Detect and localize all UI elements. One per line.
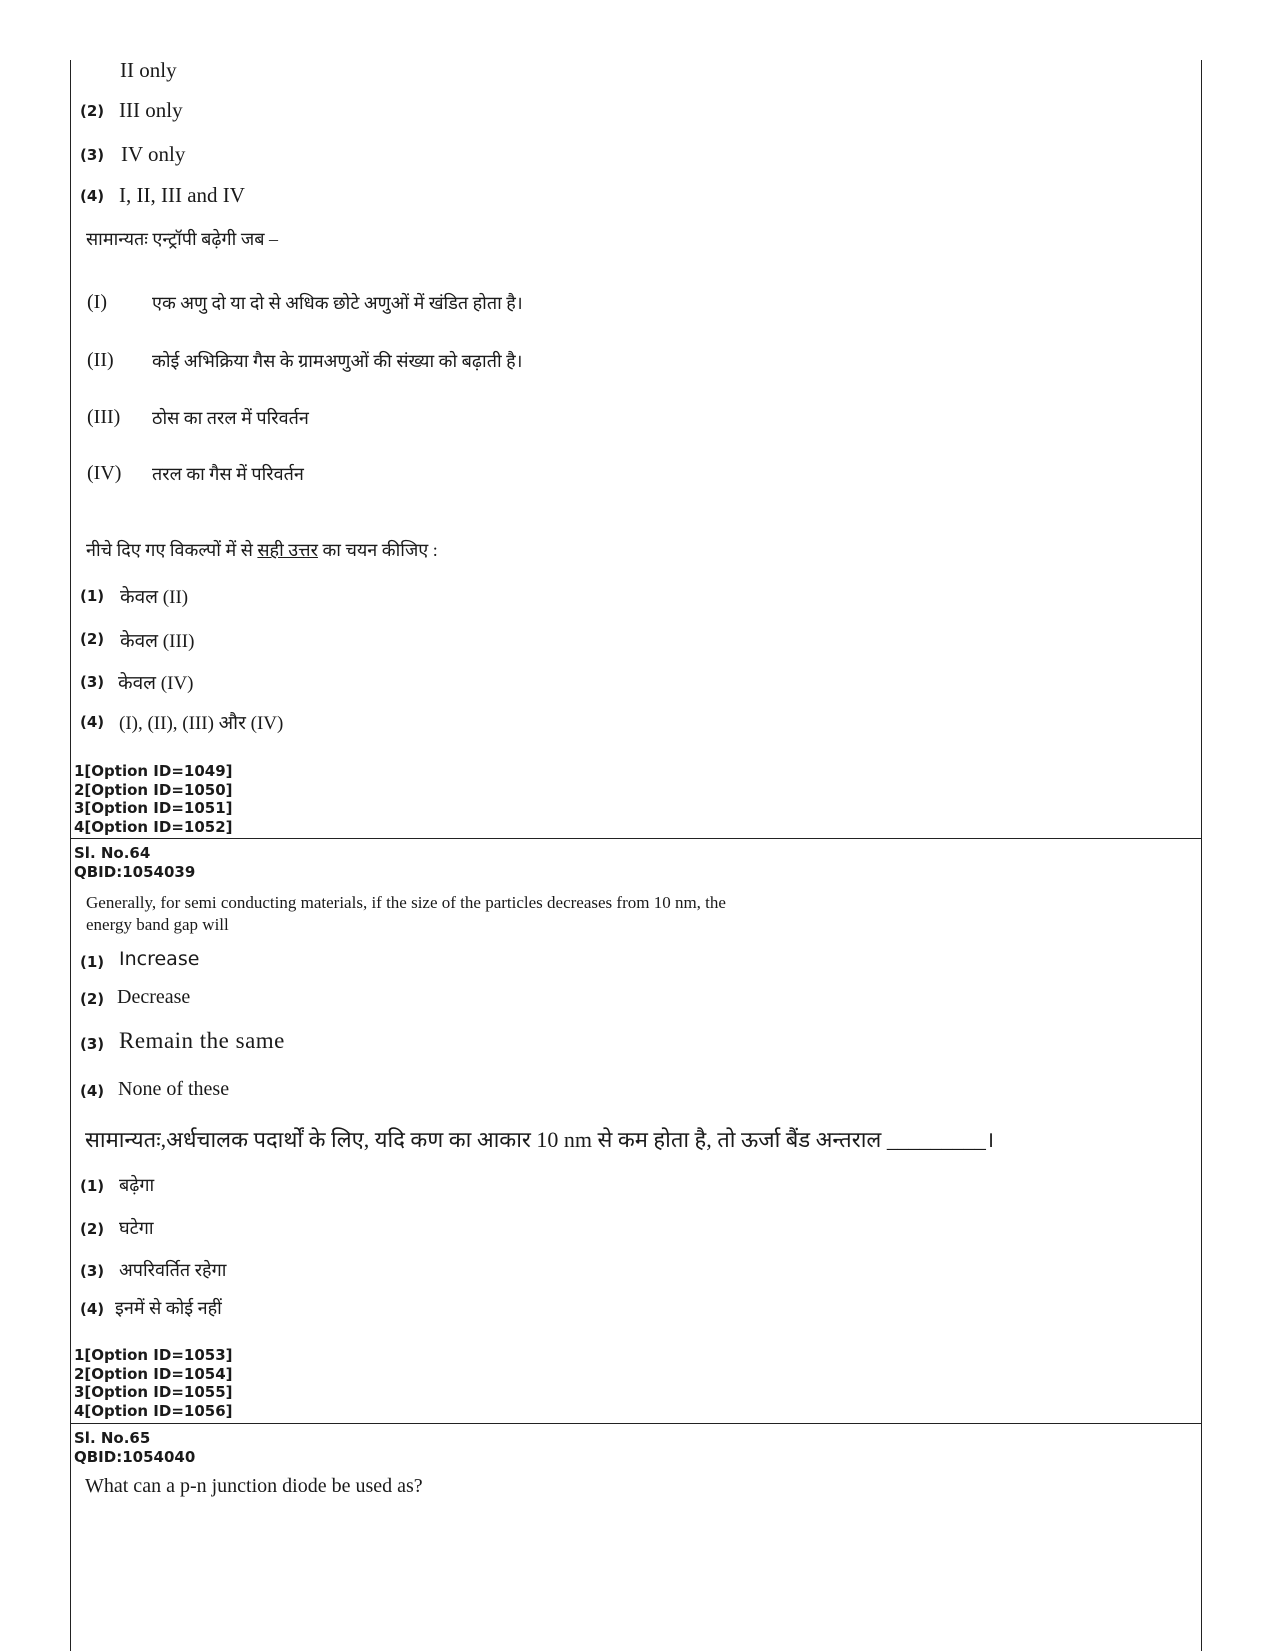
question-divider [70, 838, 1202, 839]
q63-option-3-text: IV only [121, 142, 186, 166]
option-id-line: 2[Option ID=1050] [74, 780, 233, 799]
q63-option-2-text: III only [119, 98, 183, 122]
q63-option-2-number: (2) [80, 102, 105, 120]
q64-header [74, 844, 195, 881]
q64-option-3-number: (3) [80, 1035, 105, 1053]
q64-hindi-option-1-number: (1) [80, 1177, 105, 1195]
q64-option-2-number: (2) [80, 990, 105, 1008]
q65-header [74, 1429, 195, 1466]
hindi-option-2-number: (2) [80, 630, 105, 648]
q64-hindi-option-2-number: (2) [80, 1220, 105, 1238]
q64-sl-no: Sl. No.64 [74, 844, 151, 862]
statement-roman-1: (I) [87, 291, 107, 313]
q63-option-4-number: (4) [80, 187, 105, 205]
q64-hindi-option-4-text: इनमें से कोई नहीं [115, 1298, 222, 1318]
q63-option-3-number: (3) [80, 146, 105, 164]
q64-question-english [86, 892, 726, 936]
q63-option-1-text: II only [120, 58, 177, 82]
option-id-line: 4[Option ID=1056] [74, 1401, 233, 1420]
q64-hindi-option-3-text: अपरिवर्तित रहेगा [119, 1260, 227, 1280]
option-id-line: 4[Option ID=1052] [74, 817, 233, 836]
hindi-option-3-text: केवल (IV) [118, 673, 194, 694]
q64-hindi-option-1-text: बढ़ेगा [119, 1175, 155, 1195]
statement-text-3: ठोस का तरल में परिवर्तन [152, 408, 309, 428]
instruction-post: का चयन कीजिए : [317, 540, 438, 560]
option-id-line: 1[Option ID=1049] [74, 762, 233, 780]
q64-question-line-1: Generally, for semi conducting materials, if the size of the particles decreases from 10 nm, the [86, 893, 726, 912]
q64-option-2-text: Decrease [117, 986, 191, 1008]
q64-option-4-text: None of these [118, 1078, 230, 1100]
q65-sl-no: Sl. No.65 [74, 1429, 151, 1447]
hindi-option-1-text: केवल (II) [120, 587, 189, 608]
q64-hindi-option-4-number: (4) [80, 1300, 105, 1318]
statement-text-1: एक अणु दो या दो से अधिक छोटे अणुओं में खंडित होता है। [152, 293, 523, 313]
q63-hindi-select-instruction [86, 538, 438, 562]
q65-question-english: What can a p-n junction diode be used as? [85, 1475, 423, 1497]
hindi-option-3-number: (3) [80, 673, 105, 691]
q64-question-line-2: energy band gap will [86, 915, 229, 934]
q64-option-4-number: (4) [80, 1082, 105, 1100]
statement-text-2: कोई अभिक्रिया गैस के ग्रामअणुओं की संख्या को बढ़ाती है। [152, 351, 523, 371]
q64-option-1-number: (1) [80, 953, 105, 971]
q63-hindi-intro: सामान्यतः एन्ट्रॉपी बढ़ेगी जब – [86, 229, 278, 249]
hindi-option-1-number: (1) [80, 587, 105, 605]
option-id-line: 3[Option ID=1055] [74, 1383, 233, 1401]
instruction-pre: नीचे दिए गए विकल्पों में से [86, 540, 258, 560]
q64-option-1-text: Increase [119, 948, 200, 970]
statement-roman-3: (III) [87, 406, 121, 428]
q64-option-ids [74, 1346, 233, 1420]
hindi-option-2-text: केवल (III) [120, 631, 195, 652]
option-id-line: 1[Option ID=1053] [74, 1346, 233, 1364]
q65-qbid: QBID:1054040 [74, 1447, 196, 1466]
option-id-line: 2[Option ID=1054] [74, 1364, 233, 1383]
statement-roman-2: (II) [87, 349, 114, 371]
q63-option-4-text: I, II, III and IV [119, 183, 245, 207]
q64-hindi-option-2-text: घटेगा [119, 1218, 154, 1238]
q64-question-hindi: सामान्यतः,अर्धचालक पदार्थों के लिए, यदि कण का आकार 10 nm से कम होता है, तो ऊर्जा बैंड अन्तराल _________। [85, 1127, 995, 1152]
hindi-option-4-number: (4) [80, 713, 105, 731]
statement-roman-4: (IV) [87, 462, 122, 484]
statement-text-4: तरल का गैस में परिवर्तन [152, 464, 304, 484]
instruction-underlined: सही उत्तर [257, 540, 318, 560]
q64-option-3-text: Remain the same [119, 1028, 285, 1053]
option-id-line: 3[Option ID=1051] [74, 799, 233, 817]
hindi-option-4-text: (I), (II), (III) और (IV) [119, 713, 284, 734]
question-divider [70, 1423, 1202, 1424]
q63-option-ids [74, 762, 233, 836]
q64-qbid: QBID:1054039 [74, 862, 196, 881]
q64-hindi-option-3-number: (3) [80, 1262, 105, 1280]
